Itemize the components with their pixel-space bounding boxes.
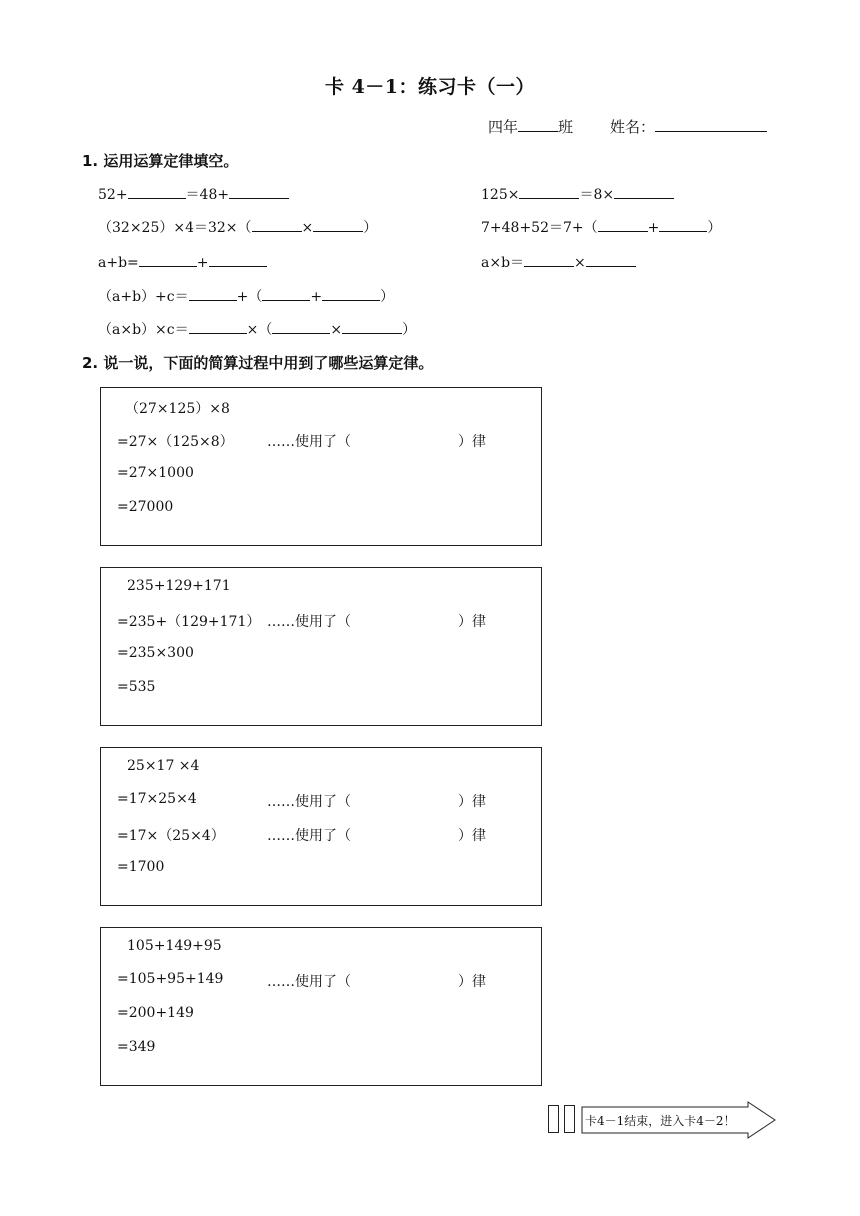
q-text: +（ xyxy=(236,289,263,305)
q-text: （a×b）×c＝ xyxy=(98,322,189,338)
q-text: ） xyxy=(707,220,722,236)
answer-blank[interactable] xyxy=(659,217,707,232)
step-line: =349 xyxy=(117,1039,156,1055)
answer-blank[interactable] xyxy=(229,184,289,199)
answer-blank[interactable] xyxy=(342,319,402,334)
q-text: ） xyxy=(363,220,378,236)
marker-square-2 xyxy=(564,1105,575,1133)
answer-blank[interactable] xyxy=(524,252,574,267)
marker-square-1 xyxy=(548,1105,559,1133)
exercise-box-2 xyxy=(100,567,542,726)
step-line: =17×（25×4） xyxy=(117,828,225,844)
question-3-left xyxy=(98,252,267,271)
q-text: × xyxy=(301,220,314,236)
step-line: =27000 xyxy=(117,499,174,515)
q-text: a×b＝ xyxy=(481,255,525,271)
question-1-left xyxy=(98,184,289,204)
q-text: + xyxy=(196,255,209,271)
question-2-right xyxy=(481,217,721,237)
law-prompt-end: ）律 xyxy=(458,614,486,630)
law-prompt-end: ）律 xyxy=(458,828,486,844)
step-line: 105+149+95 xyxy=(127,938,222,954)
q-text: ＝8× xyxy=(579,187,615,203)
question-3-right xyxy=(481,252,636,272)
answer-blank[interactable] xyxy=(252,217,302,232)
next-card-label[interactable]: 卡4－1结束，进入卡4－2！ xyxy=(585,1114,736,1128)
question-4 xyxy=(98,286,394,306)
section1-heading: 1. 运用运算定律填空。 xyxy=(82,152,239,170)
q-text: ×（ xyxy=(246,322,273,338)
answer-blank[interactable] xyxy=(128,184,186,199)
q-text: ＝48+ xyxy=(185,187,230,203)
q-text: ） xyxy=(402,322,417,338)
q-text: 52+ xyxy=(98,187,128,203)
q-text: + xyxy=(310,289,323,305)
q-text: + xyxy=(647,220,660,236)
law-prompt: ……使用了（ xyxy=(267,974,351,990)
question-2-left xyxy=(98,217,377,237)
law-prompt: ……使用了（ xyxy=(267,794,351,810)
answer-blank[interactable] xyxy=(209,252,267,267)
answer-blank[interactable] xyxy=(189,319,247,334)
answer-blank[interactable] xyxy=(598,217,648,232)
answer-blank[interactable] xyxy=(262,286,310,301)
name-label: 姓名： xyxy=(610,118,656,136)
q-text: ） xyxy=(380,289,395,305)
step-line: =235+（129+171） xyxy=(117,614,261,630)
name-blank[interactable] xyxy=(655,117,767,132)
step-line: （27×125）×8 xyxy=(125,401,230,417)
section2-heading: 2. 说一说，下面的简算过程中用到了哪些运算定律。 xyxy=(82,354,434,372)
law-prompt-end: ）律 xyxy=(458,974,486,990)
step-line: 235+129+171 xyxy=(127,578,231,594)
exercise-box-3 xyxy=(100,747,542,906)
q-text: × xyxy=(330,322,343,338)
answer-blank[interactable] xyxy=(139,252,197,267)
step-line: 25×17 ×4 xyxy=(127,758,200,774)
answer-blank[interactable] xyxy=(322,286,380,301)
exercise-box-4 xyxy=(100,927,542,1086)
law-prompt: ……使用了（ xyxy=(267,828,351,844)
answer-blank[interactable] xyxy=(586,252,636,267)
q-text: 7+48+52＝7+（ xyxy=(481,220,598,236)
page-title: 卡 4－1：练习卡（一） xyxy=(324,76,536,98)
law-prompt-end: ）律 xyxy=(458,434,486,450)
step-line: =200+149 xyxy=(117,1005,194,1021)
step-line: =27×1000 xyxy=(117,465,194,481)
law-prompt: ……使用了（ xyxy=(267,434,351,450)
step-line: =535 xyxy=(117,679,156,695)
law-prompt-end: ）律 xyxy=(458,794,486,810)
class-blank[interactable] xyxy=(518,117,558,132)
q-text: × xyxy=(574,255,586,271)
answer-blank[interactable] xyxy=(519,184,579,199)
q-text: a+b= xyxy=(98,255,139,271)
law-prompt: ……使用了（ xyxy=(267,614,351,630)
exercise-box-1 xyxy=(100,387,542,546)
question-1-right xyxy=(481,184,674,204)
answer-blank[interactable] xyxy=(189,286,237,301)
q-text: （32×25）×4＝32×（ xyxy=(98,220,252,236)
step-line: =17×25×4 xyxy=(117,791,197,807)
name-field xyxy=(610,116,767,137)
step-line: =1700 xyxy=(117,859,165,875)
class-label-class: 班 xyxy=(558,118,574,136)
answer-blank[interactable] xyxy=(313,217,363,232)
step-line: =235×300 xyxy=(117,645,194,661)
class-field xyxy=(488,116,573,137)
q-text: 125× xyxy=(481,187,520,203)
class-label-grade: 四年 xyxy=(488,118,519,136)
answer-blank[interactable] xyxy=(272,319,330,334)
q-text: （a+b）+c＝ xyxy=(98,289,189,305)
step-line: =105+95+149 xyxy=(117,971,224,987)
step-line: =27×（125×8） xyxy=(117,434,234,450)
question-5 xyxy=(98,319,416,339)
answer-blank[interactable] xyxy=(614,184,674,199)
